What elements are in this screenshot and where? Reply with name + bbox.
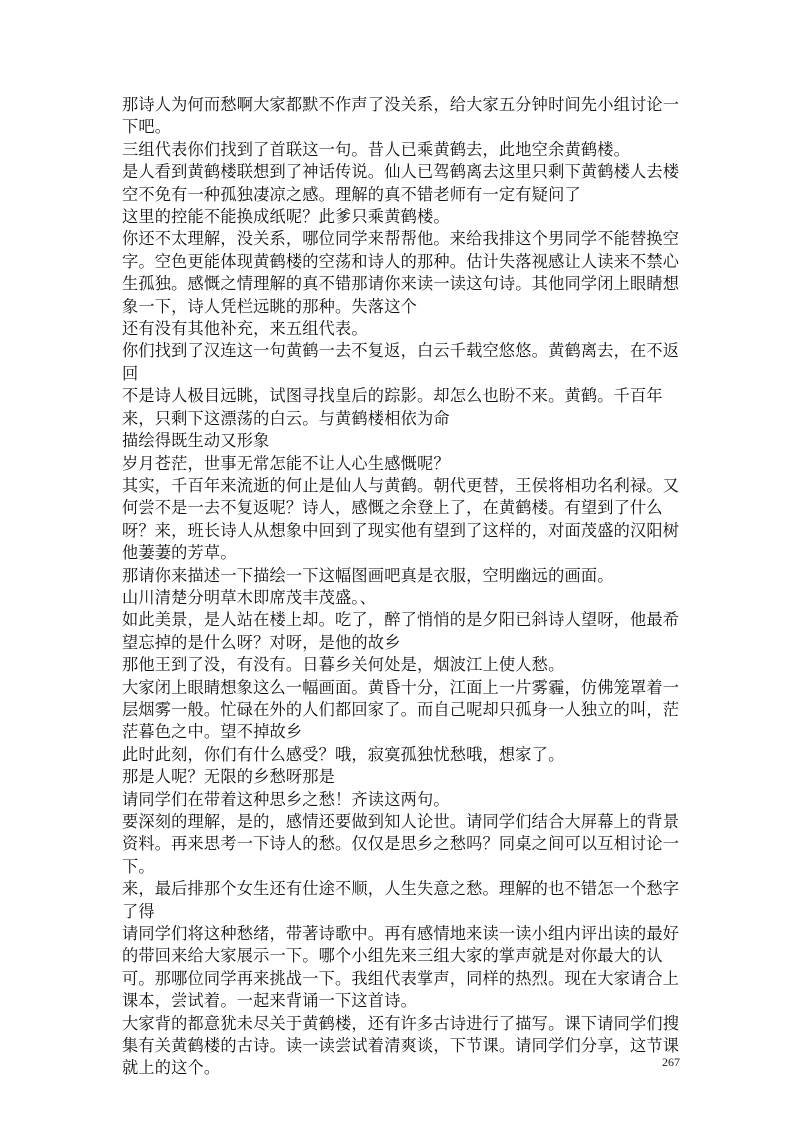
paragraph: 三组代表你们找到了首联这一句。昔人已乘黄鹤去，此地空余黄鹤楼。 [122,139,631,159]
paragraph: 请同学们在带着这种思乡之愁！齐读这两句。 [122,789,450,809]
paragraph: 大家背的都意犹未尽关于黄鹤楼，还有许多古诗进行了描写。课下请同学们搜集有关黄鹤楼的古诗。读一读尝试着清爽谈，下节课。请同学们分享，这节课就上的这个。 [122,1013,680,1078]
paragraph: 要深刻的理解，是的，感情还要做到知人论世。请同学们结合大屏幕上的背景资料。再来思考一下诗人的愁。仅仅是思乡之愁吗？同桌之间可以互相讨论一下。 [122,812,680,876]
paragraph: 那他王到了没，有没有。日暮乡关何处是，烟波江上使人愁。 [122,655,565,675]
paragraph: 此时此刻，你们有什么感受？哦，寂寞孤独忧愁哦，想家了。 [122,744,565,764]
paragraph: 还有没有其他补充，来五组代表。 [122,319,368,339]
paragraph: 那是人呢？无限的乡愁呀那是 [122,767,336,787]
paragraph: 描绘得既生动又形象 [122,431,270,451]
paragraph: 请同学们将这种愁绪，带著诗歌中。再有感情地来读一读小组内评出读的最好的带回来给大家展示一下。哪个小组先来三组大家的掌声就是对你最大的认可。那哪位同学再来挑战一下。我组代表掌声，同样的热烈。现在大家请合上课本，尝试着。一起来背诵一下这首诗。 [122,924,680,1011]
page-number: 267 [662,1055,680,1069]
paragraph: 岁月苍茫，世事无常怎能不让人心生感慨呢？ [122,453,450,473]
paragraph: 如此美景，是人站在楼上却。吃了，醉了悄悄的是夕阳已斜诗人望呀，他最希望忘掉的是什么呀？对呀，是他的故乡 [122,610,680,652]
paragraph: 那诗人为何而愁啊大家都默不作声了没关系，给大家五分钟时间先小组讨论一下吧。 [122,95,680,137]
paragraph: 不是诗人极目远眺，试图寻找皇后的踪影。却怎么也盼不来。黄鹤。千百年来，只剩下这漂荡的白云。与黄鹤楼相依为命 [122,386,663,428]
paragraph: 大家闭上眼睛想象这么一幅画面。黄昏十分，江面上一片雾霾，仿佛笼罩着一层烟雾一般。忙碌在外的人们都回家了。而自己呢却只孤身一人独立的叫，茫茫暮色之中。望不掉故乡 [122,677,680,742]
paragraph: 其实，千百年来流逝的何止是仙人与黄鹤。朝代更替，王侯将相功名利禄。又何尝不是一去不复返呢？诗人，感慨之余登上了，在黄鹤楼。有望到了什么呀？来，班长诗人从想象中回到了现实他有望到了这样的，对面茂盛的汉阳树他萋萋的芳草。 [122,475,680,563]
paragraph: 这里的控能不能换成纸呢？此爹只乘黄鹤楼。 [122,207,450,227]
paragraph: 是人看到黄鹤楼联想到了神话传说。仙人已驾鹤离去这里只剩下黄鹤楼人去楼空不免有一种孤独凄凉之感。理解的真不错老师有一定有疑问了 [122,162,680,204]
body-text [122,94,688,1080]
paragraph: 你还不太理解，没关系，哪位同学来帮帮他。来给我排这个男同学不能替换空字。空色更能体现黄鹤楼的空荡和诗人的那种。估计失落视感让人读来不禁心生孤独。感慨之情理解的真不错那请你来读一读这句诗。其他同学闭上眼睛想象一下，诗人凭栏远眺的那种。失落这个 [122,229,680,316]
paragraph: 你们找到了汉连这一句黄鹤一去不复返，白云千载空悠悠。黄鹤离去，在不返回 [122,341,680,383]
paragraph: 那请你来描述一下描绘一下这幅图画吧真是衣服，空明幽远的画面。 [122,565,614,585]
paragraph: 来，最后排那个女生还有仕途不顺，人生失意之愁。理解的也不错怎一个愁字了得 [122,879,680,921]
paragraph: 山川清楚分明草木即席茂丰茂盛。、 [122,587,377,607]
